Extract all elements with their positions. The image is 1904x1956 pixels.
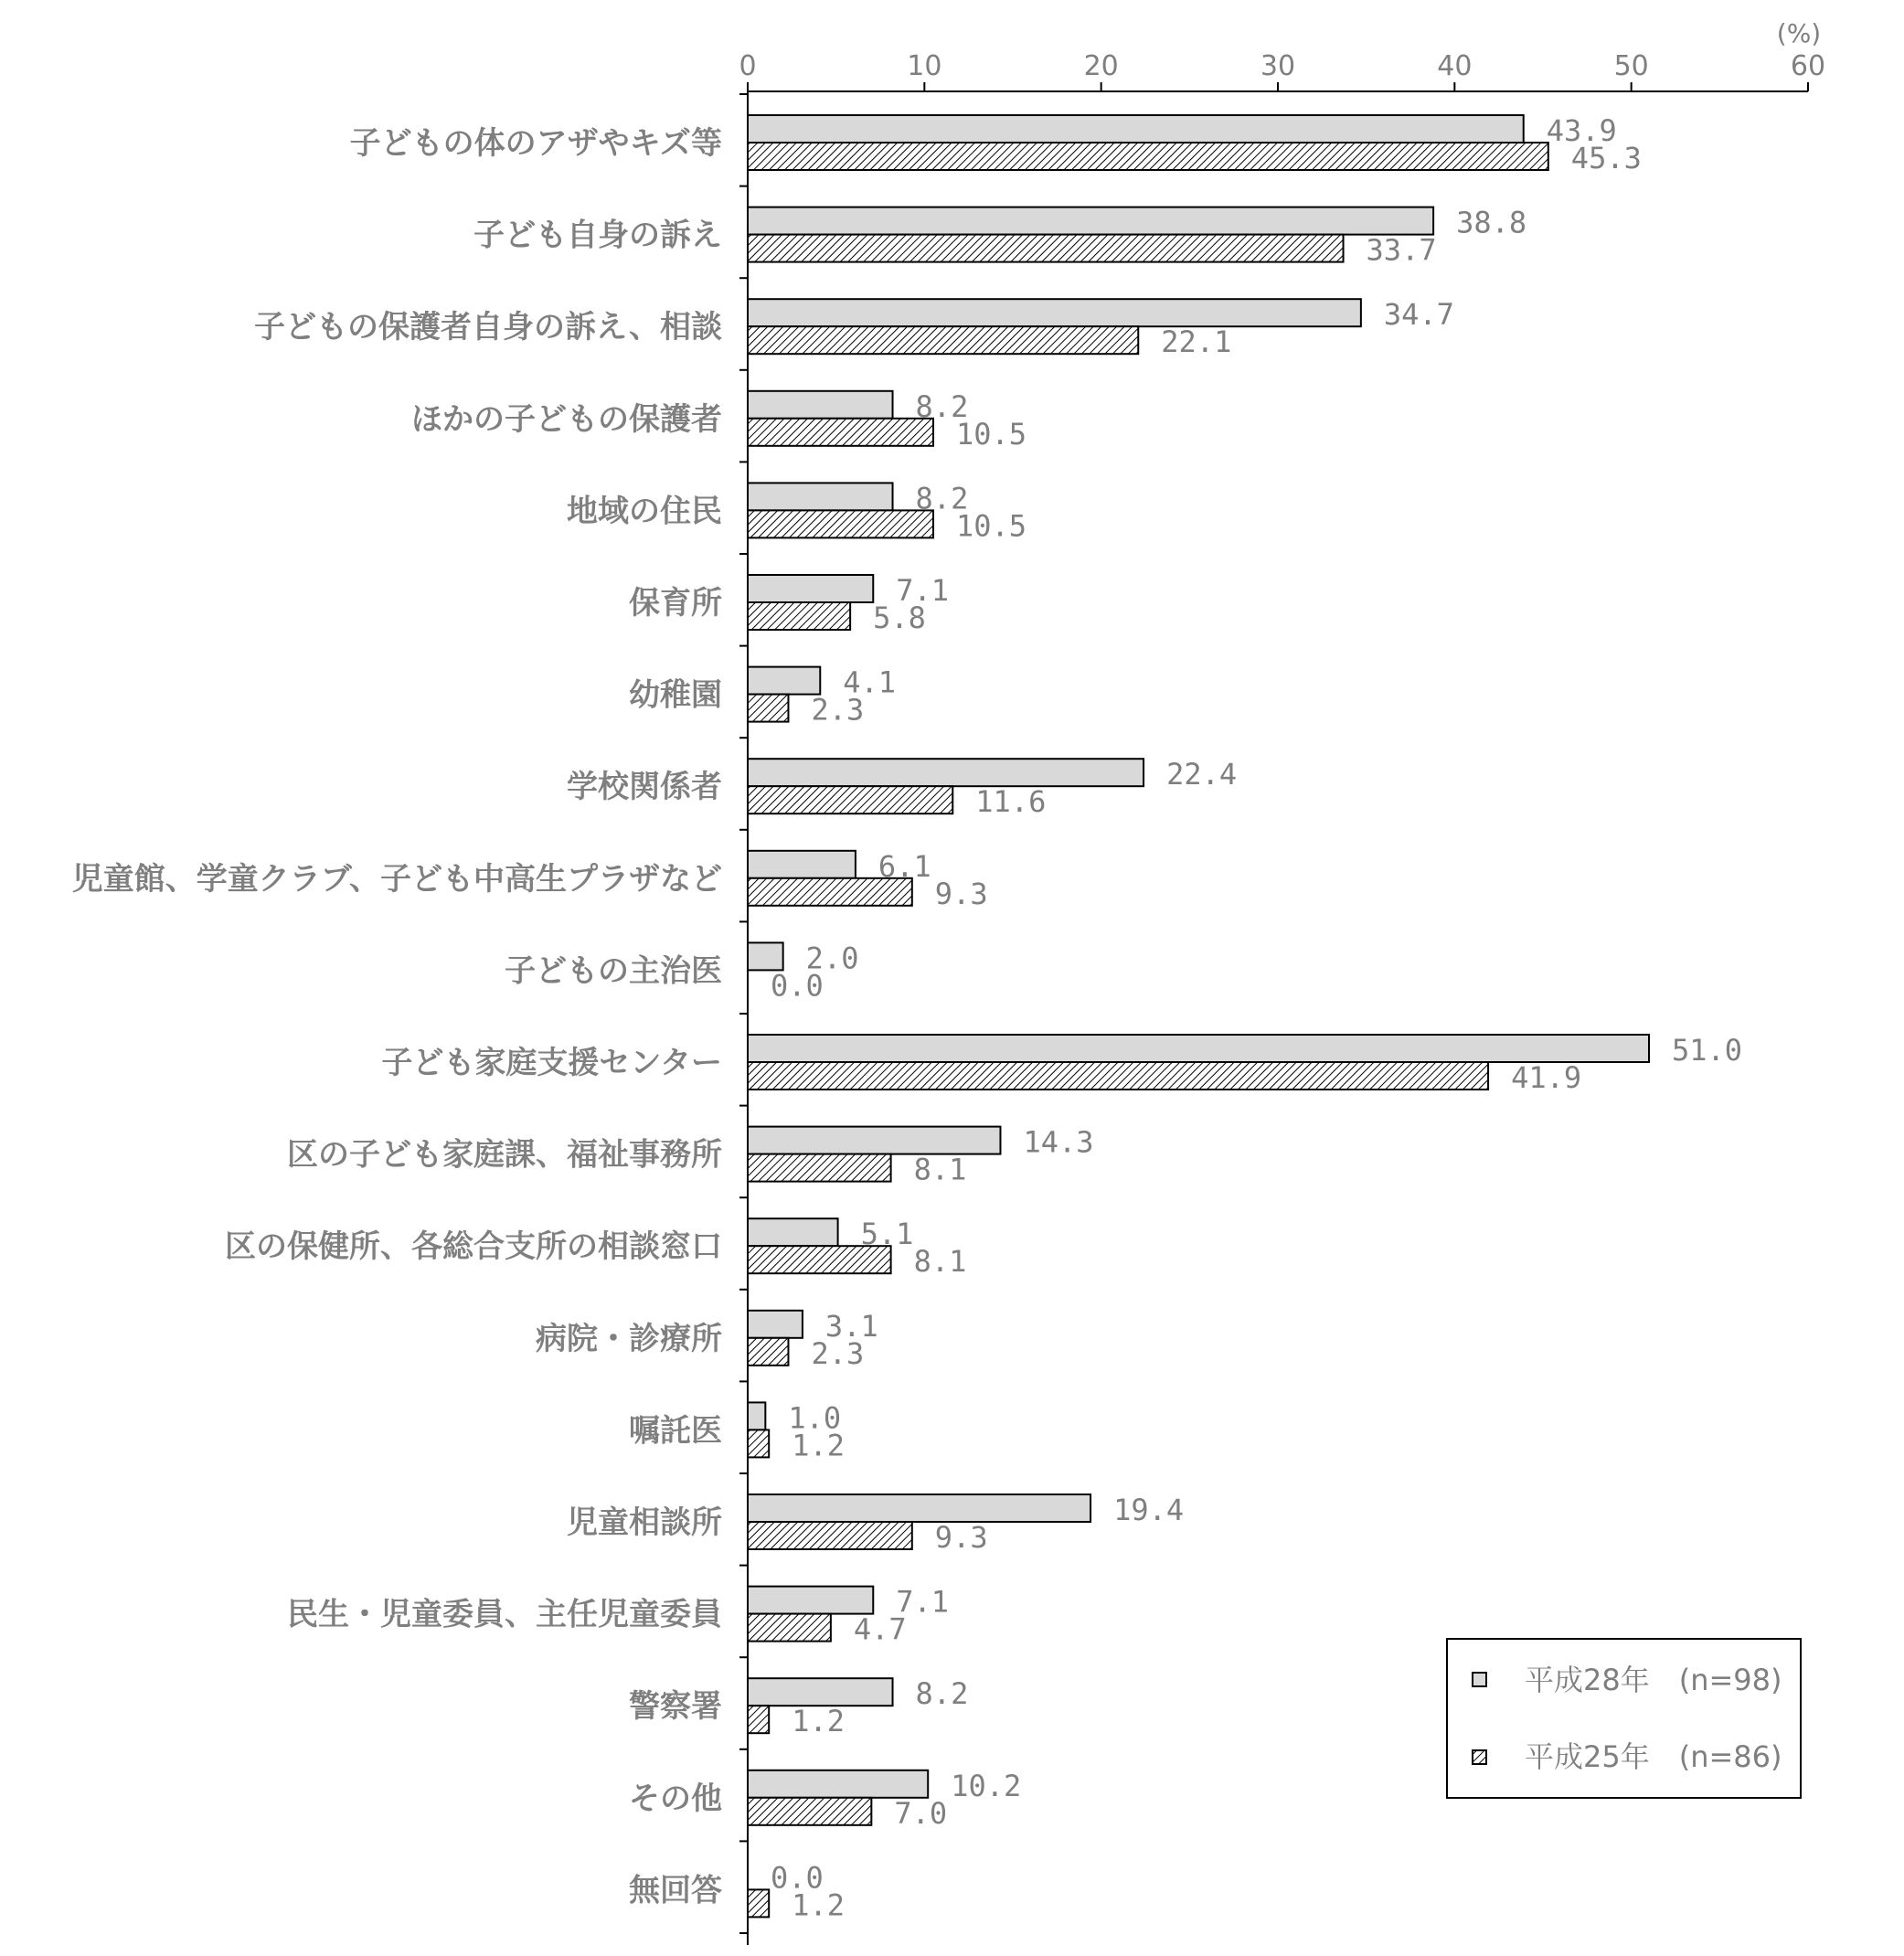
data-label-2016: 7.1: [896, 1584, 950, 1620]
bar-2016: [748, 851, 856, 878]
category-label: 区の子ども家庭課、福祉事務所: [287, 1136, 722, 1174]
x-tick-label: 30: [1260, 50, 1296, 82]
data-label-2013: 2.3: [811, 692, 865, 728]
x-tick-label: 10: [907, 50, 942, 82]
data-label-2013: 1.2: [792, 1887, 845, 1923]
data-label-2016: 8.2: [915, 388, 969, 424]
category-label: 地域の住民: [567, 493, 722, 530]
legend: [1447, 1639, 1801, 1798]
bar-2016: [748, 759, 1143, 786]
bar-2016: [748, 1035, 1649, 1062]
bar-2016: [748, 115, 1524, 143]
data-label-2016: 43.9: [1546, 113, 1617, 148]
legend-label-2013: 平成25年 (n=86): [1525, 1739, 1782, 1774]
bar-2013: [748, 1889, 769, 1917]
category-label: 子ども家庭支援センター: [381, 1045, 722, 1081]
legend-label-2016: 平成28年 (n=98): [1525, 1663, 1782, 1697]
category-label: 児童相談所: [567, 1504, 722, 1541]
category-label: 子どもの体のアザやキズ等: [349, 125, 722, 162]
bar-2016: [748, 1311, 803, 1338]
bar-2013: [748, 1706, 769, 1733]
bar-2013: [748, 510, 933, 537]
data-label-2016: 7.1: [896, 573, 950, 608]
category-label: 子どもの保護者自身の訴え、相談: [253, 309, 722, 346]
bar-2013: [748, 602, 850, 630]
category-label: 幼稚園: [629, 676, 722, 714]
category-label: 学校関係者: [567, 769, 722, 806]
bar-2013: [748, 695, 788, 722]
category-label: その他: [629, 1780, 722, 1817]
bar-2016: [748, 1587, 873, 1614]
data-label-2013: 33.7: [1366, 232, 1437, 268]
bar-2016: [748, 575, 873, 602]
bar-2013: [748, 419, 933, 446]
data-label-2013: 10.5: [956, 508, 1027, 544]
category-label: 病院・診療所: [536, 1320, 722, 1357]
x-tick-label: 50: [1613, 50, 1649, 82]
data-label-2016: 8.2: [915, 1676, 969, 1712]
data-label-2013: 1.2: [792, 1428, 845, 1463]
unit-label: (%): [1776, 18, 1822, 48]
data-label-2013: 41.9: [1511, 1060, 1582, 1095]
bar-2016: [748, 667, 820, 695]
category-label: 子どもの主治医: [505, 952, 722, 990]
bar-2016: [748, 942, 783, 970]
legend-swatch-2016: [1473, 1673, 1486, 1686]
data-label-2016: 0.0: [771, 1860, 824, 1896]
bar-2013: [748, 143, 1548, 170]
data-label-2013: 10.5: [956, 416, 1027, 452]
bar-2016: [748, 1678, 893, 1706]
data-label-2016: 38.8: [1456, 205, 1527, 240]
bar-2016: [748, 391, 893, 419]
data-label-2016: 14.3: [1023, 1124, 1094, 1160]
data-label-2016: 10.2: [951, 1768, 1022, 1803]
category-label: 民生・児童委員、主任児童委員: [287, 1596, 722, 1633]
x-tick-label: 60: [1790, 50, 1826, 82]
bar-2016: [748, 1770, 928, 1798]
data-label-2016: 6.1: [878, 848, 931, 884]
bar-2013: [748, 1430, 769, 1457]
bar-2016: [748, 299, 1361, 326]
data-label-2016: 19.4: [1113, 1493, 1185, 1527]
bar-2013: [748, 1338, 788, 1366]
data-label-2013: 1.2: [792, 1704, 845, 1739]
category-label: 児童館、学童クラブ、子ども中高生プラザなど: [71, 860, 722, 898]
category-label: 区の保健所、各総合支所の相談窓口: [225, 1228, 722, 1266]
bar-2013: [748, 1062, 1488, 1090]
category-label: ほかの子どもの保護者: [411, 400, 722, 438]
data-label-2013: 5.8: [873, 601, 926, 635]
bar-2016: [748, 483, 893, 510]
category-label: 警察署: [629, 1688, 722, 1726]
data-label-2016: 22.4: [1166, 757, 1238, 792]
data-label-2016: 51.0: [1672, 1033, 1743, 1068]
data-label-2016: 4.1: [843, 664, 897, 700]
data-label-2013: 9.3: [934, 1520, 988, 1555]
x-tick-label: 0: [739, 50, 757, 82]
data-label-2013: 9.3: [934, 876, 988, 911]
data-label-2013: 8.1: [913, 1244, 967, 1280]
data-label-2013: 0.0: [771, 968, 824, 1004]
bar-2013: [748, 326, 1138, 354]
x-tick-label: 20: [1083, 50, 1119, 82]
bar-2013: [748, 1522, 912, 1549]
data-label-2013: 4.7: [853, 1611, 907, 1647]
data-label-2013: 2.3: [811, 1335, 865, 1371]
data-label-2013: 7.0: [894, 1795, 948, 1831]
data-label-2013: 8.1: [913, 1152, 967, 1187]
bar-2016: [748, 1127, 1000, 1154]
data-label-2013: 11.6: [975, 784, 1047, 820]
bar-2016: [748, 1402, 765, 1430]
x-tick-label: 40: [1437, 50, 1473, 82]
bar-2013: [748, 235, 1344, 262]
data-label-2016: 1.0: [788, 1400, 842, 1436]
bar-2013: [748, 1614, 831, 1642]
data-label-2016: 2.0: [805, 941, 859, 976]
bar-2013: [748, 1798, 871, 1825]
bar-2013: [748, 786, 952, 813]
category-label: 保育所: [629, 585, 722, 622]
data-label-2016: 5.1: [860, 1217, 914, 1252]
bar-2016: [748, 1494, 1090, 1522]
category-label: 嘱託医: [629, 1412, 722, 1450]
legend-swatch-2013: [1473, 1750, 1486, 1764]
data-label-2016: 8.2: [915, 481, 969, 516]
data-label-2016: 3.1: [824, 1308, 878, 1344]
data-label-2013: 22.1: [1161, 324, 1232, 360]
category-label: 子ども自身の訴え: [473, 217, 722, 254]
bar-2016: [748, 207, 1433, 235]
bar-2016: [748, 1218, 838, 1246]
bar-2013: [748, 1154, 891, 1182]
category-label: 無回答: [629, 1872, 722, 1909]
data-label-2013: 45.3: [1570, 141, 1642, 175]
data-label-2016: 34.7: [1383, 297, 1454, 333]
